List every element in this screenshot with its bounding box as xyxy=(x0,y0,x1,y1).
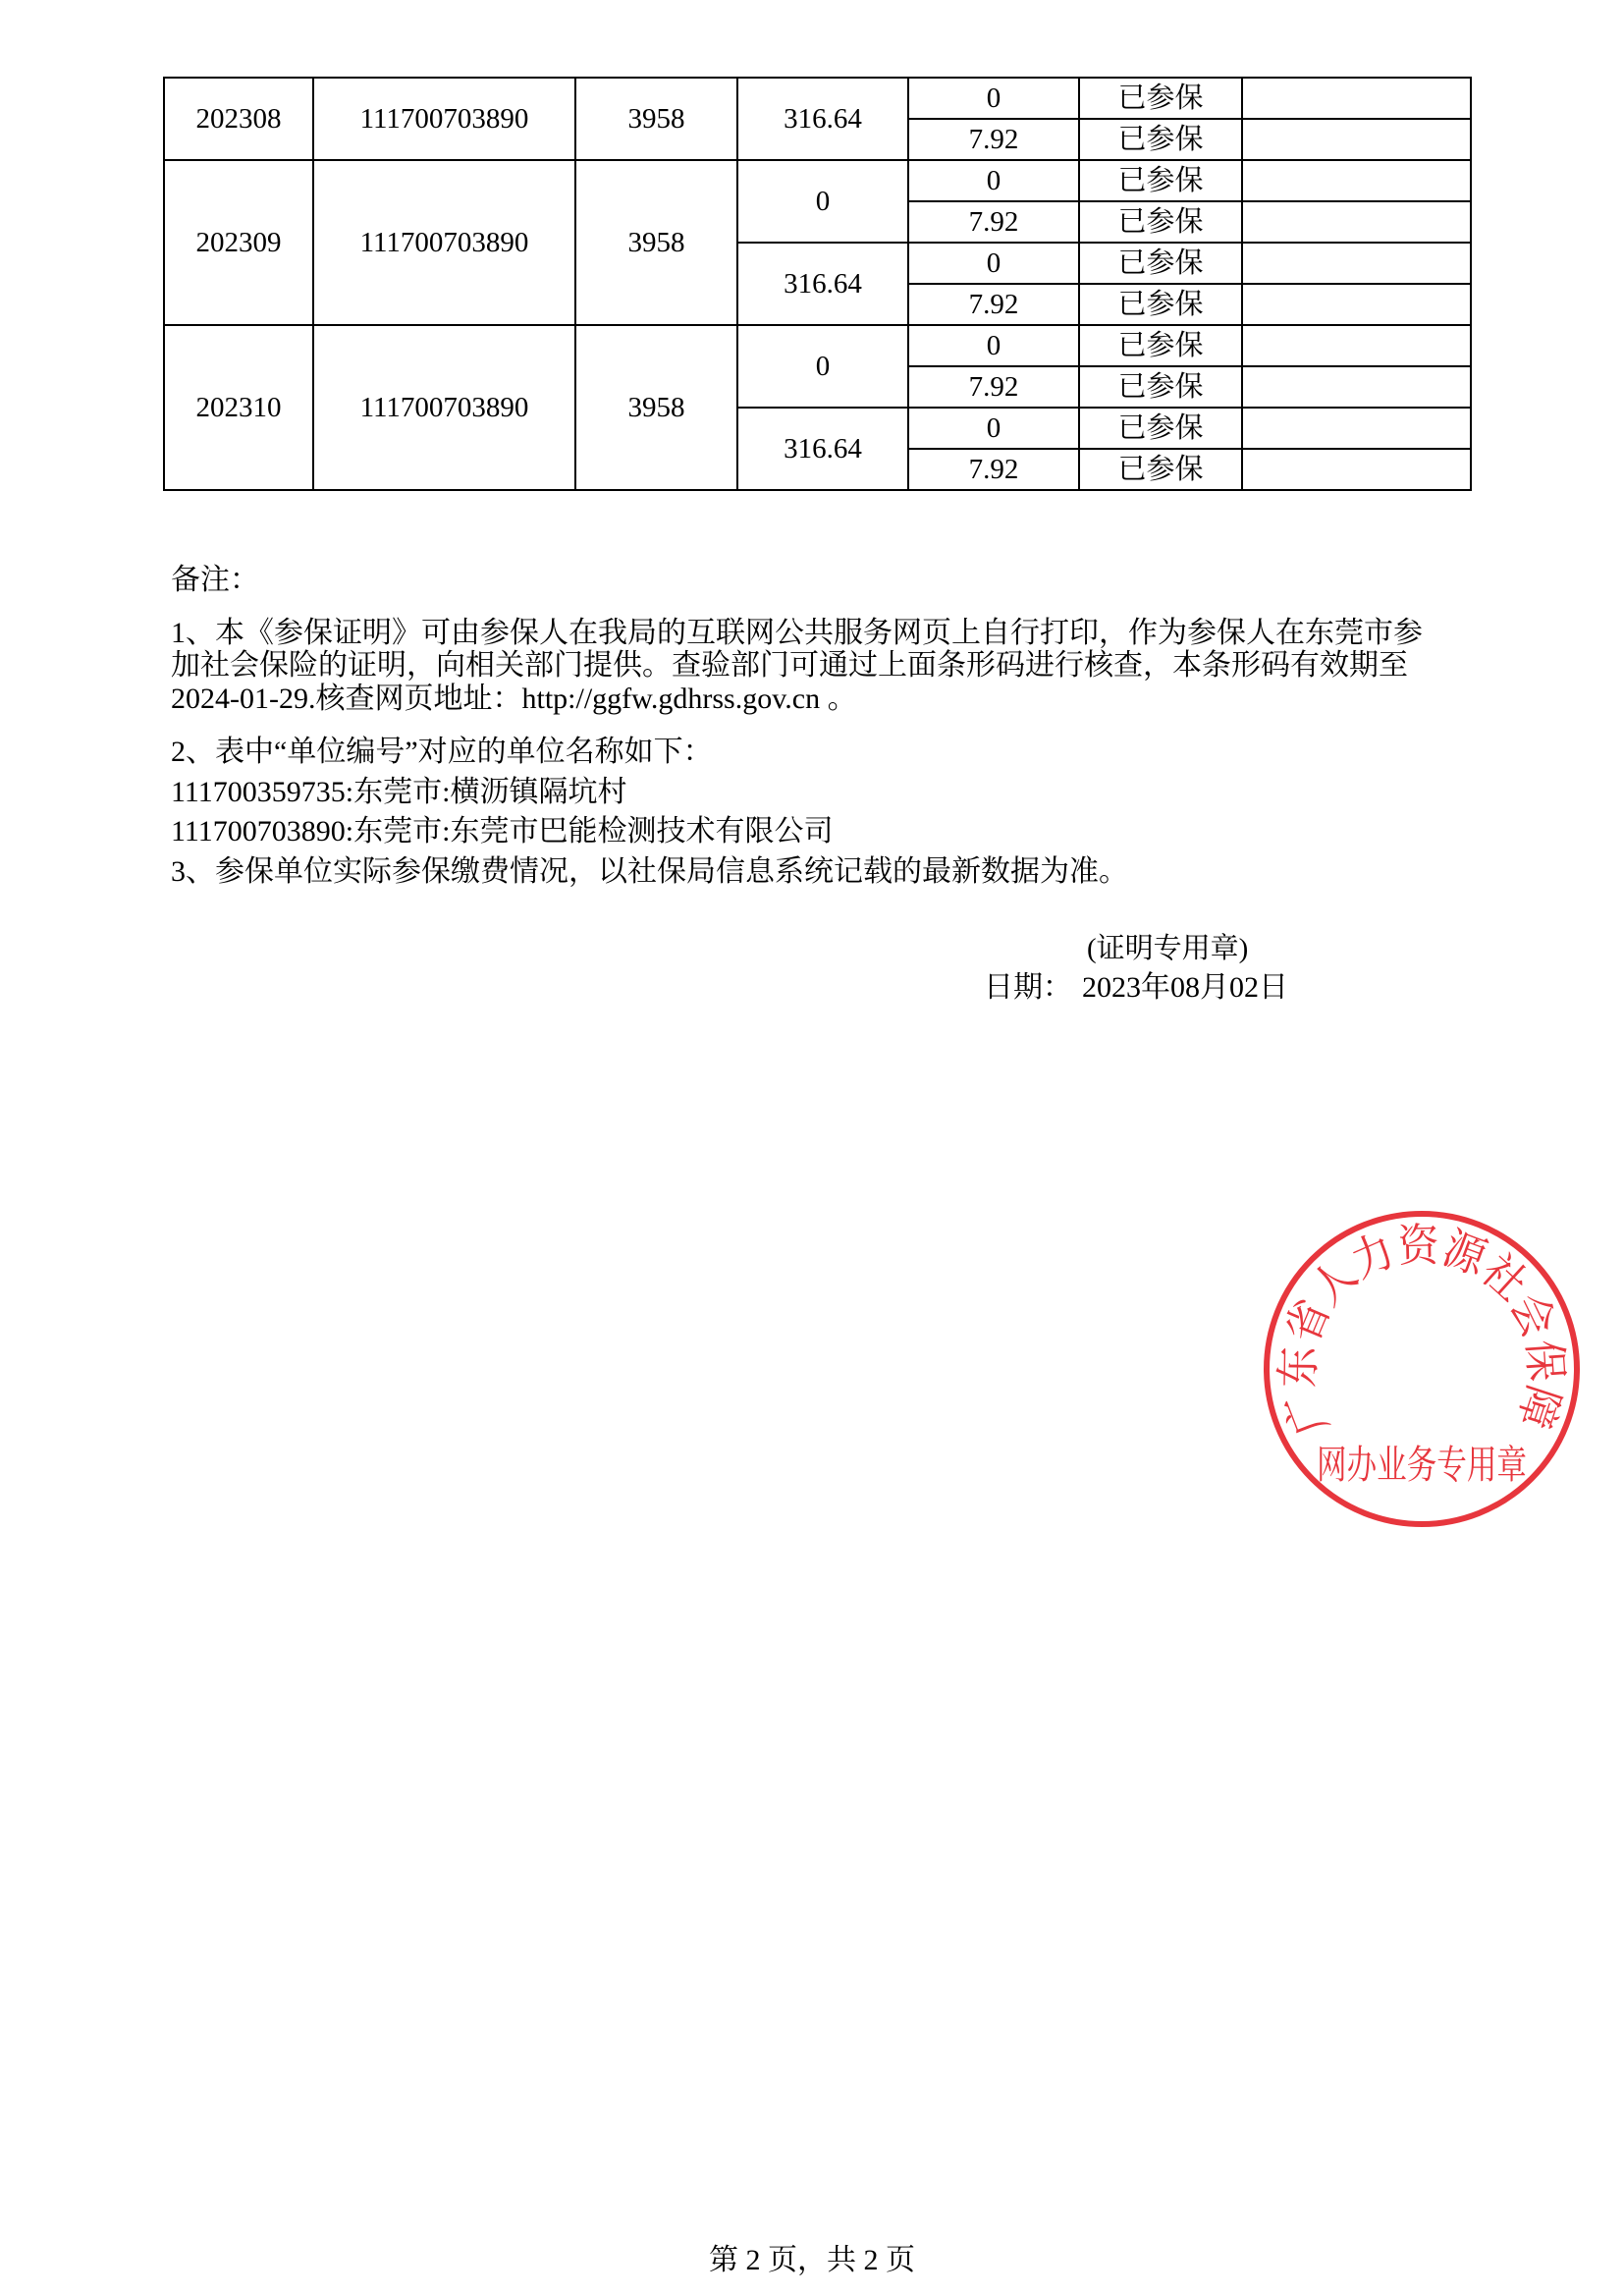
cell-status: 已参保 xyxy=(1079,325,1242,366)
cell-remark xyxy=(1242,449,1471,490)
cell-status: 已参保 xyxy=(1079,408,1242,449)
cell-status: 已参保 xyxy=(1079,243,1242,284)
cell-status: 已参保 xyxy=(1079,284,1242,325)
cell-remark xyxy=(1242,119,1471,160)
unit-name-entry: 111700703890:东莞市:东莞市巴能检测技术有限公司 xyxy=(171,815,834,847)
cell-value: 0 xyxy=(908,243,1079,284)
cell-status: 已参保 xyxy=(1079,160,1242,201)
table-row xyxy=(164,160,1471,201)
cell-value: 0 xyxy=(908,160,1079,201)
cell-unit-code: 111700703890 xyxy=(313,78,575,160)
cell-base: 3958 xyxy=(575,160,737,325)
cell-amount: 0 xyxy=(737,325,908,408)
note-2: 2、表中“单位编号”对应的单位名称如下： xyxy=(171,736,713,768)
cell-value: 7.92 xyxy=(908,201,1079,243)
cell-value: 0 xyxy=(908,408,1079,449)
cell-status: 已参保 xyxy=(1079,119,1242,160)
certification-seal-label: (证明专用章) xyxy=(1087,933,1249,964)
cell-status: 已参保 xyxy=(1079,201,1242,243)
cell-value: 0 xyxy=(908,325,1079,366)
cell-status: 已参保 xyxy=(1079,449,1242,490)
table-row xyxy=(164,78,1471,119)
cell-amount: 316.64 xyxy=(737,408,908,490)
cell-remark xyxy=(1242,366,1471,408)
cell-unit-code: 111700703890 xyxy=(313,325,575,490)
cell-remark xyxy=(1242,243,1471,284)
cell-value: 0 xyxy=(908,78,1079,119)
seal-arc-textpath: 广东省人力资源社会保障 xyxy=(1272,1220,1572,1442)
issue-date-label: 日期： xyxy=(984,971,1072,1004)
cell-amount: 316.64 xyxy=(737,243,908,325)
cell-remark xyxy=(1242,325,1471,366)
note-1-line-3: 2024-01-29.核查网页地址：http://ggfw.gdhrss.gov.cn 。 xyxy=(171,683,857,715)
unit-name-entry: 111700359735:东莞市:横沥镇隔坑村 xyxy=(171,776,627,808)
cell-period: 202309 xyxy=(164,160,313,325)
cell-value: 7.92 xyxy=(908,366,1079,408)
cell-base: 3958 xyxy=(575,78,737,160)
cell-amount: 0 xyxy=(737,160,908,243)
cell-remark xyxy=(1242,201,1471,243)
cell-remark xyxy=(1242,284,1471,325)
table-row xyxy=(164,325,1471,366)
cell-amount: 316.64 xyxy=(737,78,908,160)
cell-remark xyxy=(1242,78,1471,119)
seal-bottom-text: 网办业务专用章 xyxy=(1317,1443,1527,1487)
official-seal xyxy=(1247,1194,1597,1544)
cell-remark xyxy=(1242,408,1471,449)
cell-period: 202308 xyxy=(164,78,313,160)
cell-base: 3958 xyxy=(575,325,737,490)
issue-date-value: 2023年08月02日 xyxy=(1082,971,1288,1004)
note-3: 3、参保单位实际参保缴费情况，以社保局信息系统记载的最新数据为准。 xyxy=(171,855,1128,888)
cell-remark xyxy=(1242,160,1471,201)
note-1-line-2: 加社会保险的证明，向相关部门提供。查验部门可通过上面条形码进行核查，本条形码有效期至 xyxy=(171,649,1408,682)
insurance-record-table xyxy=(163,77,1472,491)
note-1-line-1: 1、本《参保证明》可由参保人在我局的互联网公共服务网页上自行打印，作为参保人在东莞市参 xyxy=(171,617,1423,649)
cell-period: 202310 xyxy=(164,325,313,490)
notes-heading: 备注： xyxy=(171,564,259,596)
cell-status: 已参保 xyxy=(1079,366,1242,408)
cell-unit-code: 111700703890 xyxy=(313,160,575,325)
page-indicator: 第 2 页，共 2 页 xyxy=(709,2244,915,2276)
cell-value: 7.92 xyxy=(908,284,1079,325)
cell-value: 7.92 xyxy=(908,449,1079,490)
cell-value: 7.92 xyxy=(908,119,1079,160)
cell-status: 已参保 xyxy=(1079,78,1242,119)
